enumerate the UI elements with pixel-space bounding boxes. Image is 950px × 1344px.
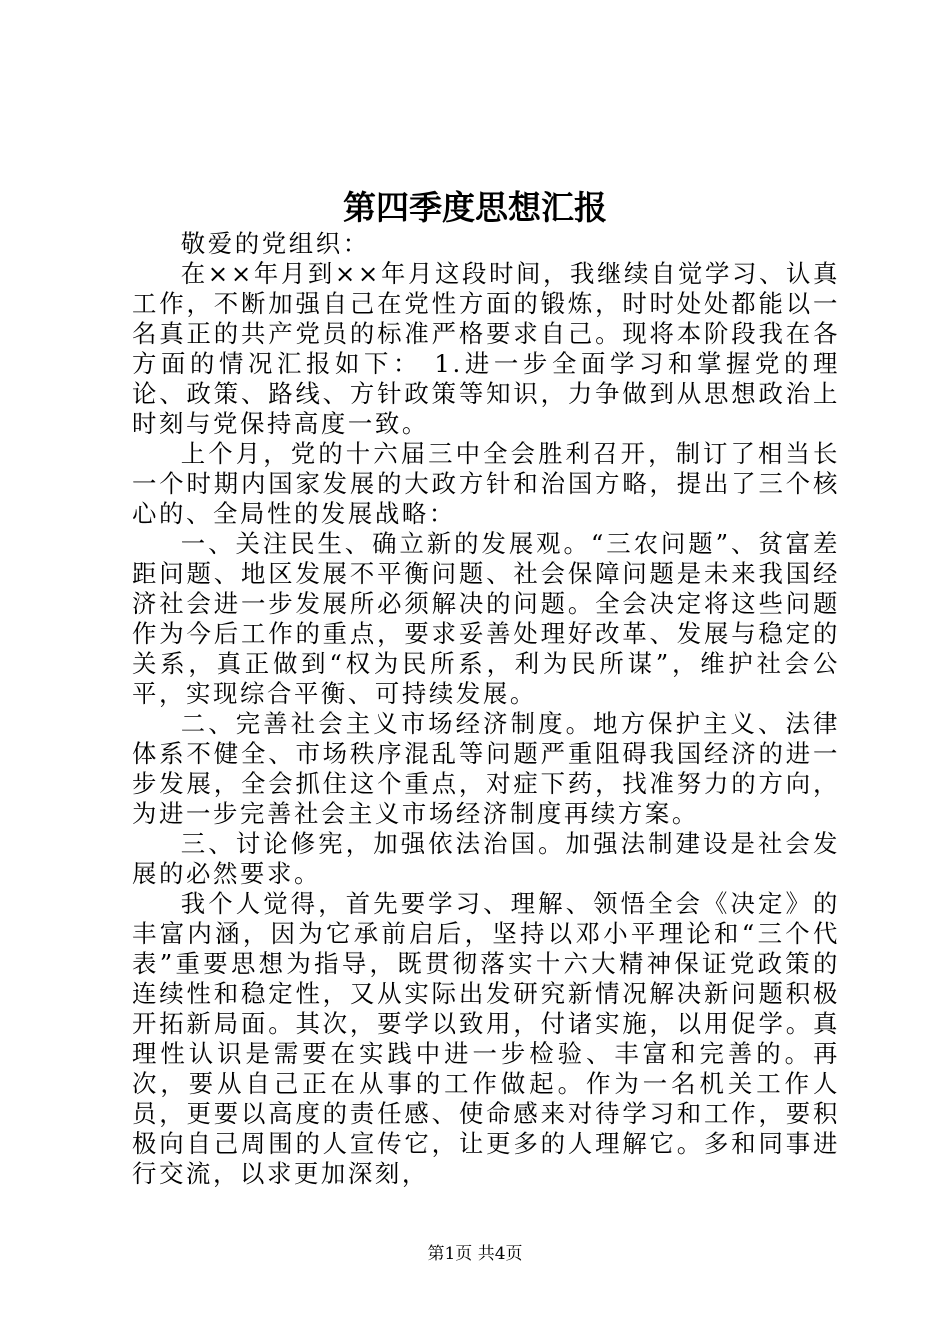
paragraph-personal-view: 我个人觉得，首先要学习、理解、领悟全会《决定》的丰富内涵，因为它承前启后，坚持以邓小平理论和“三个代表”重要思想为指导，既贯彻落实十六大精神保证党政策的连续性和稳定性，又从实际出发研究新情况解决新问题积极开拓新局面。其次，要学以致用，付诸实施，以用促学。真理性认识是需要在实践中进一步检验、丰富和完善的。再次，要从自己正在从事的工作做起。作为一名机关工作人员，更要以高度的责任感、使命感来对待学习和工作，要积极向自己周围的人宣传它，让更多的人理解它。多和同事进行交流，以求更加深刻，: [132, 889, 840, 1188]
paragraph-point-two: 二、完善社会主义市场经济制度。地方保护主义、法律体系不健全、市场秩序混乱等问题严重阻碍我国经济的进一步发展，全会抓住这个重点，对症下药，找准努力的方向，为进一步完善社会主义市场经济制度再续方案。: [132, 709, 840, 828]
paragraph-point-one: 一、关注民生、确立新的发展观。“三农问题”、贫富差距问题、地区发展不平衡问题、社会保障问题是未来我国经济社会进一步发展所必须解决的问题。全会决定将这些问题作为今后工作的重点，要求妥善处理好改革、发展与稳定的关系，真正做到“权为民所系，利为民所谋”，维护社会公平，实现综合平衡、可持续发展。: [132, 529, 840, 708]
page-number-footer: 第1页 共4页: [427, 1244, 523, 1264]
document-body: [132, 229, 840, 1189]
document-title: 第四季度思想汇报: [343, 188, 607, 227]
paragraph-intro: 在××年月到××年月这段时间，我继续自觉学习、认真工作，不断加强自己在党性方面的锻炼，时时处处都能以一名真正的共产党员的标准严格要求自己。现将本阶段我在各方面的情况汇报如下： 1.进一步全面学习和掌握党的理论、政策、路线、方针政策等知识，力争做到从思想政治上时刻与党保持高度一致。: [132, 259, 840, 438]
paragraph-plenum: 上个月，党的十六届三中全会胜利召开，制订了相当长一个时期内国家发展的大政方针和治国方略，提出了三个核心的、全局性的发展战略：: [132, 439, 840, 528]
salutation: 敬爱的党组织：: [180, 229, 370, 258]
paragraph-point-three: 三、讨论修宪，加强依法治国。加强法制建设是社会发展的必然要求。: [132, 829, 840, 888]
